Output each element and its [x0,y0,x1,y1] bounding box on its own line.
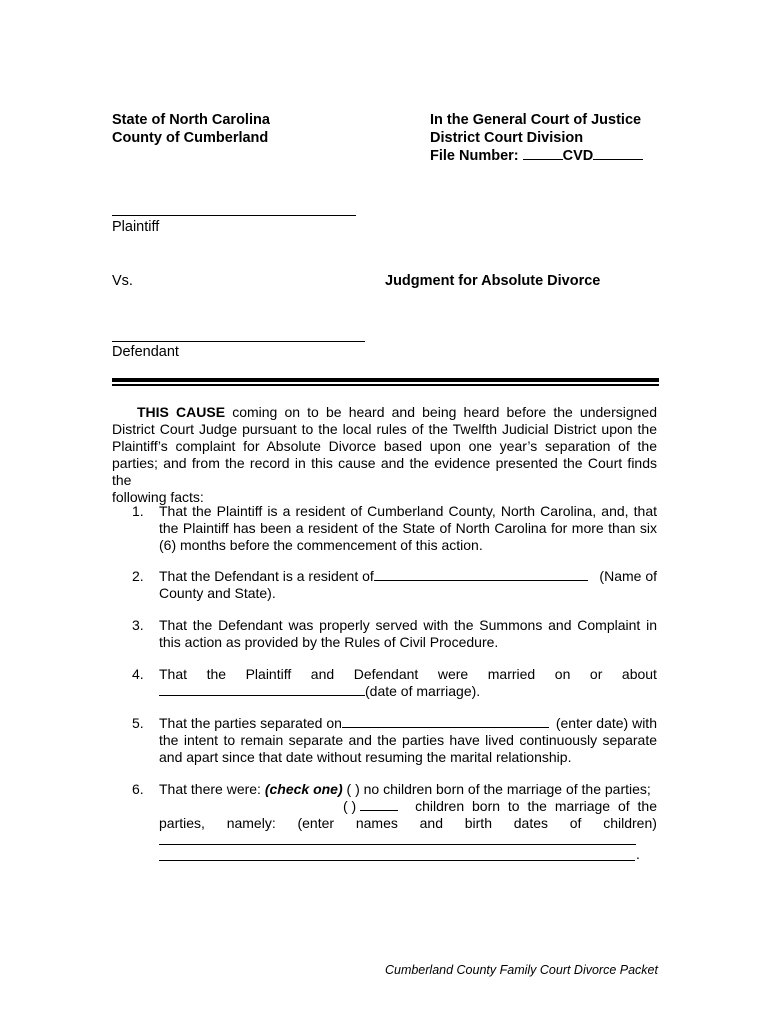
item-1-line-1: That the Plaintiff is a resident of Cumberland County, North Carolina, and, that [159,503,657,519]
item-3-line-1: That the Defendant was properly served with the Summons and Complaint in [159,617,657,633]
item-2-pre: That the Defendant is a resident of [159,568,374,584]
children-count-blank[interactable] [360,798,398,811]
item-4-word: Defendant [353,666,419,682]
file-number-label: File Number: [430,148,519,164]
item-4-line-2 [159,683,657,700]
file-number-blank[interactable] [593,147,643,160]
item-2-number: 2. [132,568,144,584]
item-4-word: That [159,666,188,682]
marriage-date-blank[interactable] [159,683,365,696]
children-checkbox[interactable]: ( ) [343,798,357,814]
item-4-line-1 [159,666,657,683]
item-5-post: (enter date) with [555,715,657,731]
item-4-number: 4. [132,666,144,682]
item-5-line-1 [159,715,657,732]
intro-lead: THIS CAUSE [137,404,226,420]
court-state-county [112,111,270,147]
no-children-option[interactable]: ( ) no children born of the marriage of the parties; [342,781,651,797]
item-6-word: parties, [159,815,205,831]
defendant-name-line[interactable] [112,341,365,342]
intro-line-1: coming on to be heard and being heard before the undersigned [225,404,657,420]
item-4-word: about [621,666,657,682]
item-5-number: 5. [132,715,144,731]
file-number [430,147,643,165]
item-5-line-3: and apart since that date without resuming the marital relationship. [159,749,572,765]
defendant-residence-blank[interactable] [374,568,588,581]
intro-paragraph [112,404,657,506]
county-line: County of Cumberland [112,130,269,146]
item-6-word: birth [464,815,492,831]
item-1-line-3: (6) months before the commencement of this action. [159,537,483,553]
item-6 [159,781,657,832]
item-4 [159,666,657,700]
item-4-word: Plaintiff [245,666,292,682]
item-5-pre: That the parties separated on [159,715,342,731]
intro-line-2: District Court Judge pursuant to the local rules of the Twelfth Judicial District upon the [112,421,657,437]
item-2-post: (Name of [599,568,657,584]
item-6-number: 6. [132,781,144,797]
item-6-word: children) [603,815,657,831]
file-number-year-blank[interactable] [523,147,563,160]
check-one-label: (check one) [264,781,343,797]
item-5 [159,715,657,766]
item-4-word: or [589,666,603,682]
caption-divider [112,378,659,386]
item-6-word: and [419,815,443,831]
court-line: In the General Court of Justice [430,112,642,128]
item-3-number: 3. [132,617,144,633]
item-1-line-2: the Plaintiff has been a resident of the State of North Carolina for more than six [159,520,657,536]
item-5-line-2: the intent to remain separate and the parties have lived continuously separate [159,732,657,748]
children-names-line-2[interactable] [159,860,635,861]
item-1-number: 1. [132,503,144,519]
item-1 [159,503,657,554]
children-option-text: children born to the marriage of the [415,798,657,814]
intro-line-4: parties; and from the record in this cause and the evidence presented the Court finds the [112,455,657,488]
footer-text: Cumberland County Family Court Divorce Packet [384,963,658,977]
document-title: Judgment for Absolute Divorce [385,273,601,289]
item-4-word: the [206,666,227,682]
item-6-word: of [569,815,582,831]
court-division [430,111,643,165]
item-2-line-1 [159,568,657,585]
item-6-word: (enter [297,815,335,831]
separation-date-blank[interactable] [342,715,549,728]
item-3 [159,617,657,651]
file-cvd: CVD [562,148,594,164]
item-3-line-2: this action as provided by the Rules of Civil Procedure. [159,634,499,650]
children-option[interactable] [343,798,398,815]
item-6-line-3 [159,815,657,832]
children-names-line-1[interactable] [159,844,636,845]
item-4-word: and [310,666,335,682]
item-6-line-2 [159,798,657,815]
item-6-word: namely: [226,815,276,831]
plaintiff-label: Plaintiff [112,219,160,235]
item-4-post: (date of marriage). [365,683,481,699]
item-6-pre: That there were: [159,781,265,797]
item-6-word: names [355,815,398,831]
division-line: District Court Division [430,130,584,146]
item-6-line-1 [159,781,657,798]
item-4-word: married [487,666,536,682]
item-6-word: dates [513,815,548,831]
defendant-label: Defendant [112,344,179,360]
item-2-line-2: County and State). [159,585,276,601]
item-4-word: on [554,666,571,682]
item-4-word: were [437,666,469,682]
plaintiff-name-line[interactable] [112,215,356,216]
item-6-end-period: . [636,846,640,862]
state-line: State of North Carolina [112,112,270,128]
intro-line-5: following facts: [112,489,204,505]
item-2 [159,568,657,602]
versus-label: Vs. [112,273,133,289]
intro-line-3: Plaintiff’s complaint for Absolute Divorce based upon one year’s separation of the [112,438,657,454]
